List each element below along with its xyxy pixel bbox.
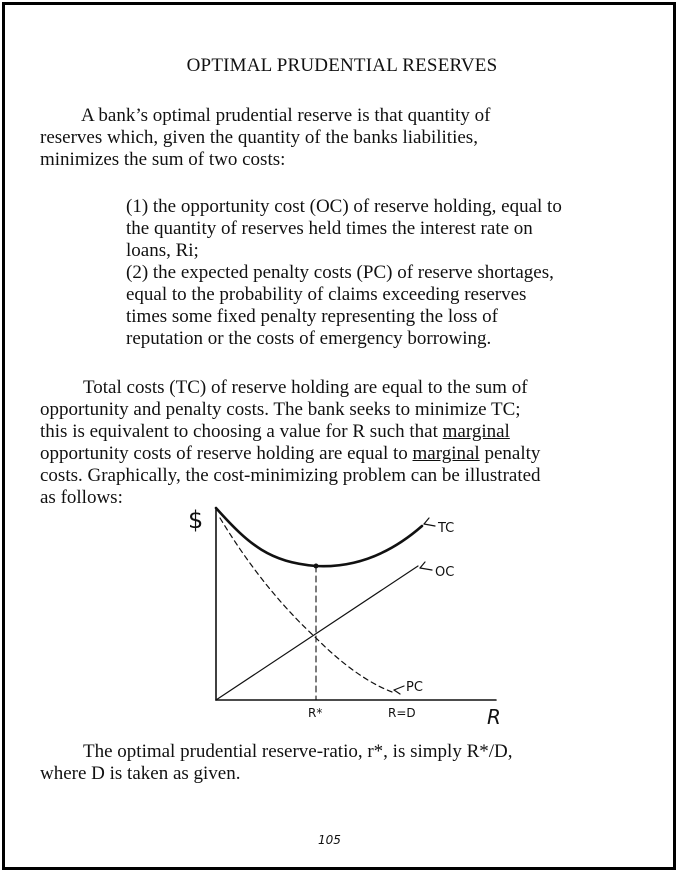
tc-curve [216, 508, 422, 566]
cost-list [126, 196, 562, 350]
pc-curve [220, 518, 392, 692]
tc-line-2: opportunity and penalty costs. The bank seeks to minimize TC; [40, 399, 521, 420]
intro-line-3: minimizes the sum of two costs: [40, 149, 286, 170]
cost-list-line-4: (2) the expected penalty costs (PC) of reserve shortages, [126, 262, 554, 283]
conclusion-paragraph [40, 741, 513, 785]
tc-arrow [424, 524, 435, 526]
tc-label: TC [438, 521, 455, 536]
x-axis-label: R [487, 705, 501, 729]
oc-line [216, 566, 418, 700]
tc-line-1: Total costs (TC) of reserve holding are equal to the sum of [83, 377, 528, 398]
cost-list-line-3: loans, Ri; [126, 240, 199, 261]
minimum-tc-point [314, 564, 319, 569]
pc-label: PC [406, 680, 423, 695]
cost-list-line-1: (1) the opportunity cost (OC) of reserve holding, equal to [126, 196, 562, 217]
underlined-marginal-2: marginal [412, 443, 480, 464]
tc-line-5: costs. Graphically, the cost-minimizing problem can be illustrated [40, 465, 541, 486]
page-title: OPTIMAL PRUDENTIAL RESERVES [186, 55, 498, 76]
intro-paragraph [40, 105, 490, 171]
tc-line-6: as follows: [40, 487, 123, 508]
tc-arrow-head [424, 518, 429, 524]
rstar-tick-label: R* [308, 706, 323, 720]
oc-arrow-head [420, 562, 425, 568]
oc-label: OC [435, 565, 455, 580]
conclusion-line-1: The optimal prudential reserve-ratio, r*, is simply R*/D, [83, 741, 513, 762]
intro-line-2: reserves which, given the quantity of the banks liabilities, [40, 127, 478, 148]
cost-list-line-6: times some fixed penalty representing the loss of [126, 306, 498, 327]
cost-list-line-7: reputation or the costs of emergency borrowing. [126, 328, 492, 349]
tc-line-4-end: penalty [479, 443, 541, 464]
tc-line-3-text: this is equivalent to choosing a value for R such that [40, 421, 443, 442]
underlined-marginal-1: marginal [442, 421, 510, 442]
rd-tick-label: R=D [388, 706, 416, 720]
tc-line-3 [40, 421, 541, 443]
pc-arrow-head [394, 690, 400, 694]
page-number: 105 [318, 833, 341, 847]
tc-line-4 [40, 443, 541, 465]
cost-list-line-5: equal to the probability of claims exceeding reserves [126, 284, 527, 305]
intro-line-1: A bank’s optimal prudential reserve is that quantity of [81, 105, 491, 126]
y-axis-label: $ [188, 506, 204, 534]
cost-list-line-2: the quantity of reserves held times the interest rate on [126, 218, 533, 239]
cost-diagram [170, 496, 520, 734]
tc-line-4-text: opportunity costs of reserve holding are equal to [40, 443, 413, 464]
total-cost-paragraph [40, 377, 541, 509]
pc-arrow [394, 686, 404, 690]
conclusion-line-2: where D is taken as given. [40, 763, 241, 784]
oc-arrow [420, 568, 432, 570]
